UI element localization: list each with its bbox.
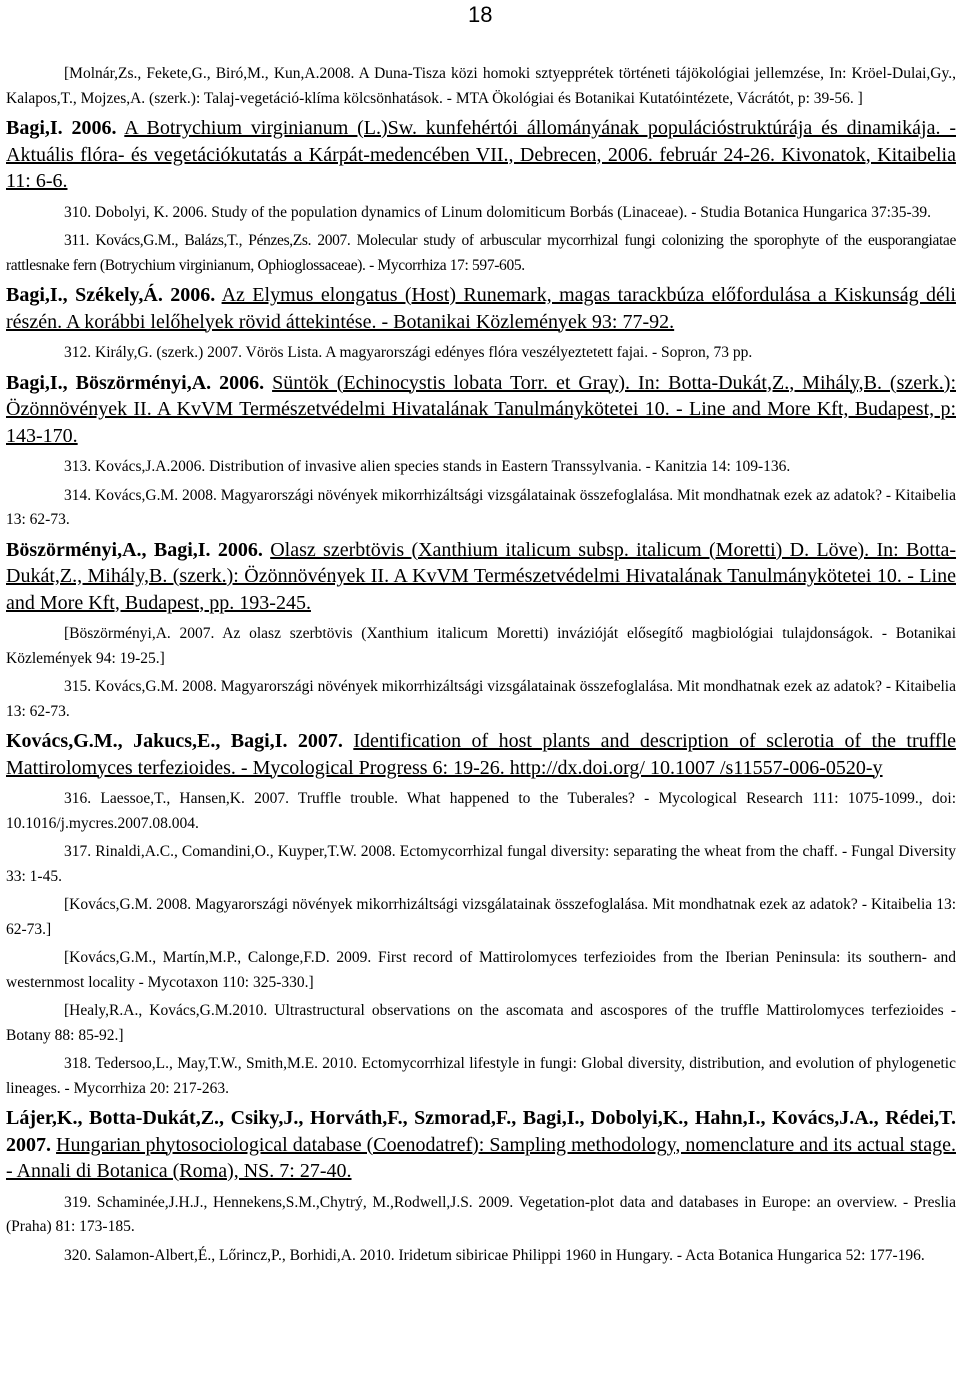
reference-entry — [6, 622, 956, 671]
publication-authors: Bagi,I., Böszörményi,A. 2006. — [6, 371, 265, 394]
reference-entry — [6, 1191, 956, 1240]
reference-text: 318. Tedersoo,L., May,T.W., Smith,M.E. 2010. Ectomycorrhizal lifestyle in fungi: Global diversity, distribution, and evolution of phylogenetic lineages. - Mycorrhiza 20: 217-263. — [6, 1055, 956, 1097]
reference-entry — [6, 787, 956, 836]
reference-text: 312. Király,G. (szerk.) 2007. Vörös Lista. A magyarországi edényes flóra veszélyeztetett fajai. - Sopron, 73 pp. — [64, 344, 753, 361]
reference-text: 310. Dobolyi, K. 2006. Study of the population dynamics of Linum dolomiticum Borbás (Linaceae). - Studia Botanica Hungarica 37:35-39. — [64, 203, 931, 221]
own-publication-entry — [6, 282, 956, 335]
reference-text: 317. Rinaldi,A.C., Comandini,O., Kuyper,T.W. 2008. Ectomycorrhizal fungal diversity: separating the wheat from the chaff. - Fungal Diversity 33: 1-45. — [6, 843, 956, 885]
reference-text: 319. Schaminée,J.H.J., Hennekens,S.M.,Chytrý, M.,Rodwell,J.S. 2009. Vegetation-plot data and databases in Europe: an overview. - Preslia (Praha) 81: 173-185. — [6, 1193, 956, 1235]
publication-title: Olasz szerbtövis (Xanthium italicum subsp. italicum (Moretti) D. Löve). In: Botta-Dukát,Z., Mihály,B. (szerk.): Özönnövények II. A KvVM Természetvédelmi Hivatalának Tanulmánykötetei 10. - Line and More Kft, Budapest, pp. 193-245. — [6, 538, 957, 614]
page-number: 18 — [468, 2, 493, 27]
reference-entry — [6, 484, 956, 533]
reference-entry — [6, 201, 956, 226]
own-publication-entry — [6, 728, 956, 781]
publication-title: Hungarian phytosociological database (Coenodatref): Sampling methodology, nomenclature and its actual stage. - Annali di Botanica (Roma), NS. 7: 27-40. — [6, 1133, 956, 1182]
publication-authors: Böszörményi,A., Bagi,I. 2006. — [6, 538, 263, 561]
publication-authors: Lájer,K., Botta-Dukát,Z., Csiky,J., Horváth,F., Szmorad,F., Bagi,I., Dobolyi,K., Hahn,I., Kovács,J.A., Rédei,T. 2007. — [6, 1107, 956, 1156]
own-publication-entry — [6, 1105, 956, 1185]
reference-entry — [6, 946, 956, 995]
reference-entry — [6, 455, 956, 480]
reference-entry — [6, 999, 956, 1048]
reference-entry — [6, 341, 956, 366]
reference-text: 315. Kovács,G.M. 2008. Magyarországi növények mikorrhizáltsági vizsgálatainak összefoglalása. Mit mondhatnak ezek az adatok? - Kitaibelia 13: 62-73. — [6, 678, 956, 720]
publication-title: Süntök (Echinocystis lobata Torr. et Gray). In: Botta-Dukát,Z., Mihály,B. (szerk.): Özönnövények II. A KvVM Természetvédelmi Hivatalának Tanulmánykötetei 10. - Line and More Kft, Budapest, p: 143-170. — [6, 371, 956, 447]
publication-title: Identification of host plants and description of sclerotia of the truffle Mattirolomyces terfezioides. - Mycological Progress 6: 19-26. http://dx.doi.org/ 10.1007 /s11557-006-0520-y — [6, 730, 957, 779]
reference-text: 316. Laessoe,T., Hansen,K. 2007. Truffle trouble. What happened to the Tuberales? - Mycological Research 111: 1075-1099., doi: 10.1016/j.mycres.2007.08.004. — [6, 790, 956, 832]
reference-text: 311. Kovács,G.M., Balázs,T., Pénzes,Zs. 2007. Molecular study of arbuscular mycorrhizal fungi colonizing the sporophyte of the eusporangiatae rattlesnake fern (Botrychium virginianum, Ophioglossaceae). - Mycorrhiza 17: 597-605. — [6, 232, 956, 274]
publication-title: A Botrychium virginianum (L.)Sw. kunfehértói állományának populációstruktúrája és dinamikája. - Aktuális flóra- és vegetációkutatás a Kárpát-medencében VII., Debrecen, 2006. február 24-26. Kivonatok, Kitaibelia 11: 6-6. — [6, 117, 956, 192]
own-publication-entry — [6, 370, 956, 450]
publication-authors: Bagi,I. 2006. — [6, 117, 117, 139]
reference-text: 320. Salamon-Albert,É., Lőrincz,P., Borhidi,A. 2010. Iridetum sibiricae Philippi 1960 in Hungary. - Acta Botanica Hungarica 52: 177-196. — [64, 1246, 925, 1264]
reference-text: 314. Kovács,G.M. 2008. Magyarországi növények mikorrhizáltsági vizsgálatainak összefoglalása. Mit mondhatnak ezek az adatok? - Kitaibelia 13: 62-73. — [6, 486, 956, 528]
reference-text: [Healy,R.A., Kovács,G.M.2010. Ultrastructural observations on the ascomata and ascospores of the truffle Mattirolomyces terfezioides - Botany 88: 85-92.] — [6, 1002, 956, 1044]
reference-entry — [6, 1052, 956, 1101]
reference-text: 313. Kovács,J.A.2006. Distribution of invasive alien species stands in Eastern Transsylvania. - Kanitzia 14: 109-136. — [64, 458, 791, 475]
reference-list — [6, 62, 956, 1272]
publication-title: Az Elymus elongatus (Host) Runemark, magas tarackbúza előfordulása a Kiskunság déli részén. A korábbi lelőhelyek rövid áttekintése. - Botanikai Közlemények 93: 77-92. — [6, 284, 956, 333]
reference-text: [Kovács,G.M., Martín,M.P., Calonge,F.D. 2009. First record of Mattirolomyces terfezioides from the Iberian Peninsula: its southern- and westernmost locality - Mycotaxon 110: 325-330.] — [6, 949, 956, 991]
publication-authors: Kovács,G.M., Jakucs,E., Bagi,I. 2007. — [6, 730, 343, 752]
reference-entry — [6, 62, 956, 111]
reference-entry — [6, 840, 956, 889]
reference-text: [Böszörményi,A. 2007. Az olasz szerbtövis (Xanthium italicum Moretti) invázióját elősegítő magbiológiai tulajdonságok. - Botanikai Közlemények 94: 19-25.] — [6, 625, 956, 667]
reference-entry — [6, 229, 956, 278]
reference-entry — [6, 675, 956, 724]
publication-authors: Bagi,I., Székely,Á. 2006. — [6, 284, 216, 306]
own-publication-entry — [6, 115, 956, 195]
own-publication-entry — [6, 537, 956, 617]
reference-text: [Molnár,Zs., Fekete,G., Biró,M., Kun,A.2008. A Duna-Tisza közi homoki sztyepprétek történeti tájökológiai jellemzése, In: Kröel-Dulai,Gy., Kalapos,T., Mojzes,A. (szerk.): Talaj-vegetáció-klíma kölcsönhatások. - MTA Ökológiai és Botanikai Kutatóintézete, Vácrátót, p: 39-56. ] — [6, 65, 956, 107]
reference-entry — [6, 893, 956, 942]
reference-entry — [6, 1244, 956, 1269]
reference-text: [Kovács,G.M. 2008. Magyarországi növények mikorrhizáltsági vizsgálatainak összefoglalása. Mit mondhatnak ezek az adatok? - Kitaibelia 13: 62-73.] — [6, 896, 956, 938]
